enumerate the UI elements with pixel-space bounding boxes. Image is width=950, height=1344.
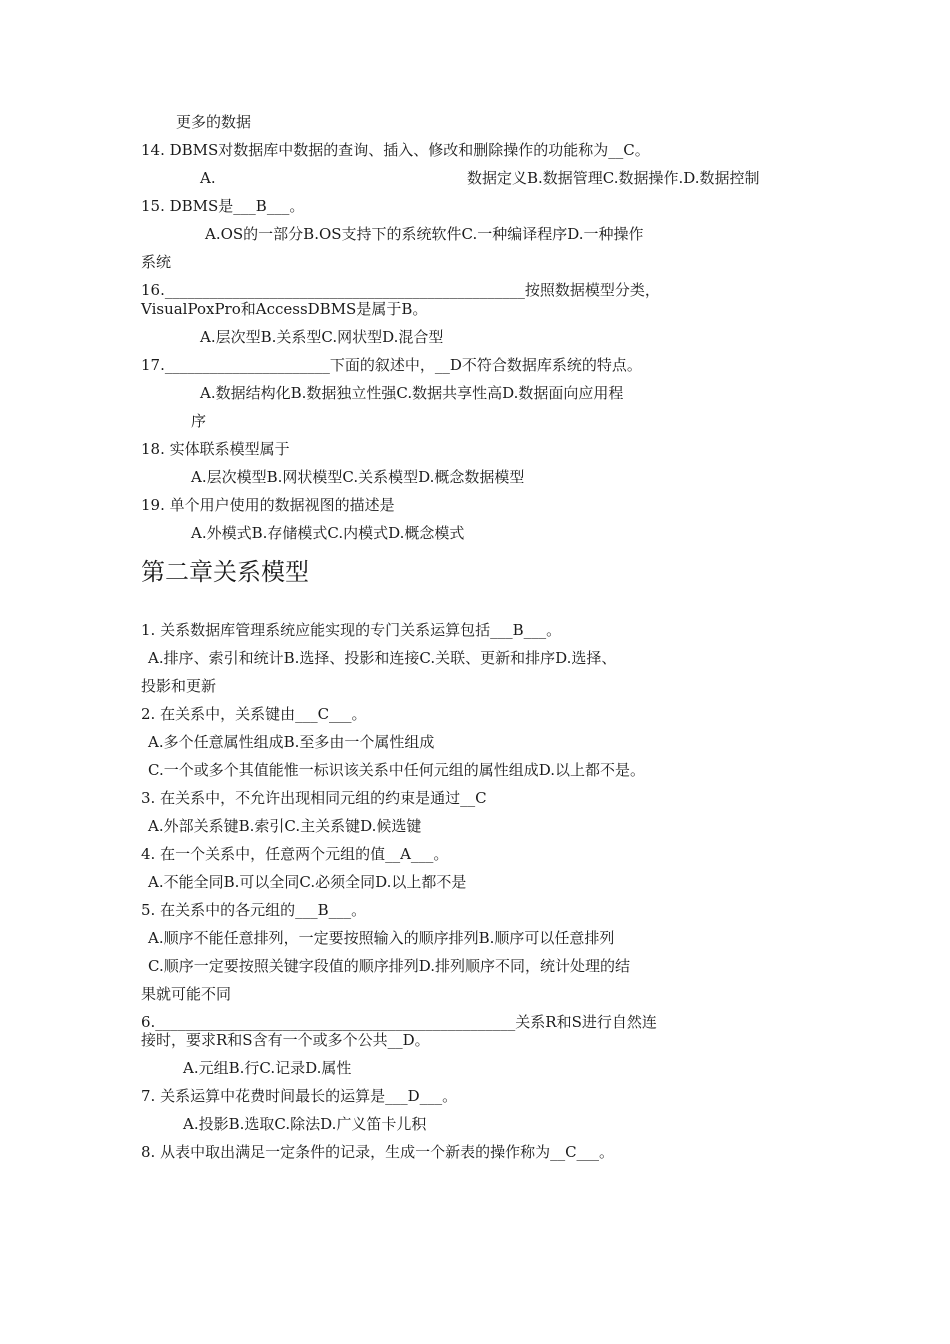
question-18: 18. 实体联系模型属于 bbox=[141, 440, 290, 458]
text-line: 更多的数据 bbox=[176, 113, 252, 131]
question-7: 7. 关系运算中花费时间最长的运算是___D___。 bbox=[141, 1087, 458, 1105]
question-3: 3. 在关系中，不允许出现相同元组的约束是通过__C bbox=[141, 789, 487, 807]
options-6: A.元组B.行C.记录D.属性 bbox=[183, 1059, 352, 1077]
question-2: 2. 在关系中，关系键由___C___。 bbox=[141, 705, 367, 723]
options-5b: C.顺序一定要按照关键字段值的顺序排列D.排列顺序不同，统计处理的结 bbox=[148, 957, 630, 975]
text-line: 序 bbox=[191, 412, 207, 430]
options-19: A.外模式B.存储模式C.内模式D.概念模式 bbox=[191, 524, 465, 542]
options-3: A.外部关系键B.索引C.主关系键D.候选键 bbox=[148, 817, 422, 835]
options-2b: C.一个或多个其值能惟一标识该关系中任何元组的属性组成D.以上都不是。 bbox=[148, 761, 645, 779]
text-line: 果就可能不同 bbox=[141, 985, 232, 1003]
chapter-heading: 第二章关系模型 bbox=[141, 558, 309, 586]
text-line: VisualPoxPro和AccessDBMS是属于B。 bbox=[141, 300, 428, 318]
question-17: 17.______________________下面的叙述中，__D不符合数据库系统的特点。 bbox=[141, 356, 642, 374]
question-15: 15. DBMS是___B___。 bbox=[141, 197, 305, 215]
options-16: A.层次型B.关系型C.网状型D.混合型 bbox=[200, 328, 444, 346]
options-4: A.不能全同B.可以全同C.必须全同D.以上都不是 bbox=[148, 873, 467, 891]
text-line: 投影和更新 bbox=[141, 677, 217, 695]
options-2a: A.多个任意属性组成B.至多由一个属性组成 bbox=[148, 733, 435, 751]
question-14: 14. DBMS对数据库中数据的查询、插入、修改和删除操作的功能称为__C。 bbox=[141, 141, 650, 159]
options-18: A.层次模型B.网状模型C.关系模型D.概念数据模型 bbox=[191, 468, 525, 486]
question-1: 1. 关系数据库管理系统应能实现的专门关系运算包括___B___。 bbox=[141, 621, 562, 639]
question-4: 4. 在一个关系中，任意两个元组的值__A___。 bbox=[141, 845, 449, 863]
options-14: 数据定义B.数据管理C.数据操作.D.数据控制 bbox=[467, 169, 760, 187]
options-7: A.投影B.选取C.除法D.广义笛卡儿积 bbox=[183, 1115, 427, 1133]
text-line: 接时，要求R和S含有一个或多个公共__D。 bbox=[141, 1031, 430, 1049]
text-line: 系统 bbox=[141, 253, 172, 271]
options-5a: A.顺序不能任意排列，一定要按照输入的顺序排列B.顺序可以任意排列 bbox=[148, 929, 615, 947]
question-16: 16.________________________________________________按照数据模型分类， bbox=[141, 281, 660, 299]
question-8: 8. 从表中取出满足一定条件的记录，生成一个新表的操作称为__C___。 bbox=[141, 1143, 615, 1161]
options-1: A.排序、索引和统计B.选择、投影和连接C.关联、更新和排序D.选择、 bbox=[148, 649, 617, 667]
question-19: 19. 单个用户使用的数据视图的描述是 bbox=[141, 496, 395, 514]
options-17: A.数据结构化B.数据独立性强C.数据共享性高D.数据面向应用程 bbox=[200, 384, 624, 402]
option-label: A. bbox=[200, 169, 216, 187]
question-6: 6.________________________________________________关系R和S进行自然连 bbox=[141, 1013, 657, 1031]
question-5: 5. 在关系中的各元组的___B___。 bbox=[141, 901, 367, 919]
options-15: A.OS的一部分B.OS支持下的系统软件C.一种编译程序D.一种操作 bbox=[205, 225, 644, 243]
